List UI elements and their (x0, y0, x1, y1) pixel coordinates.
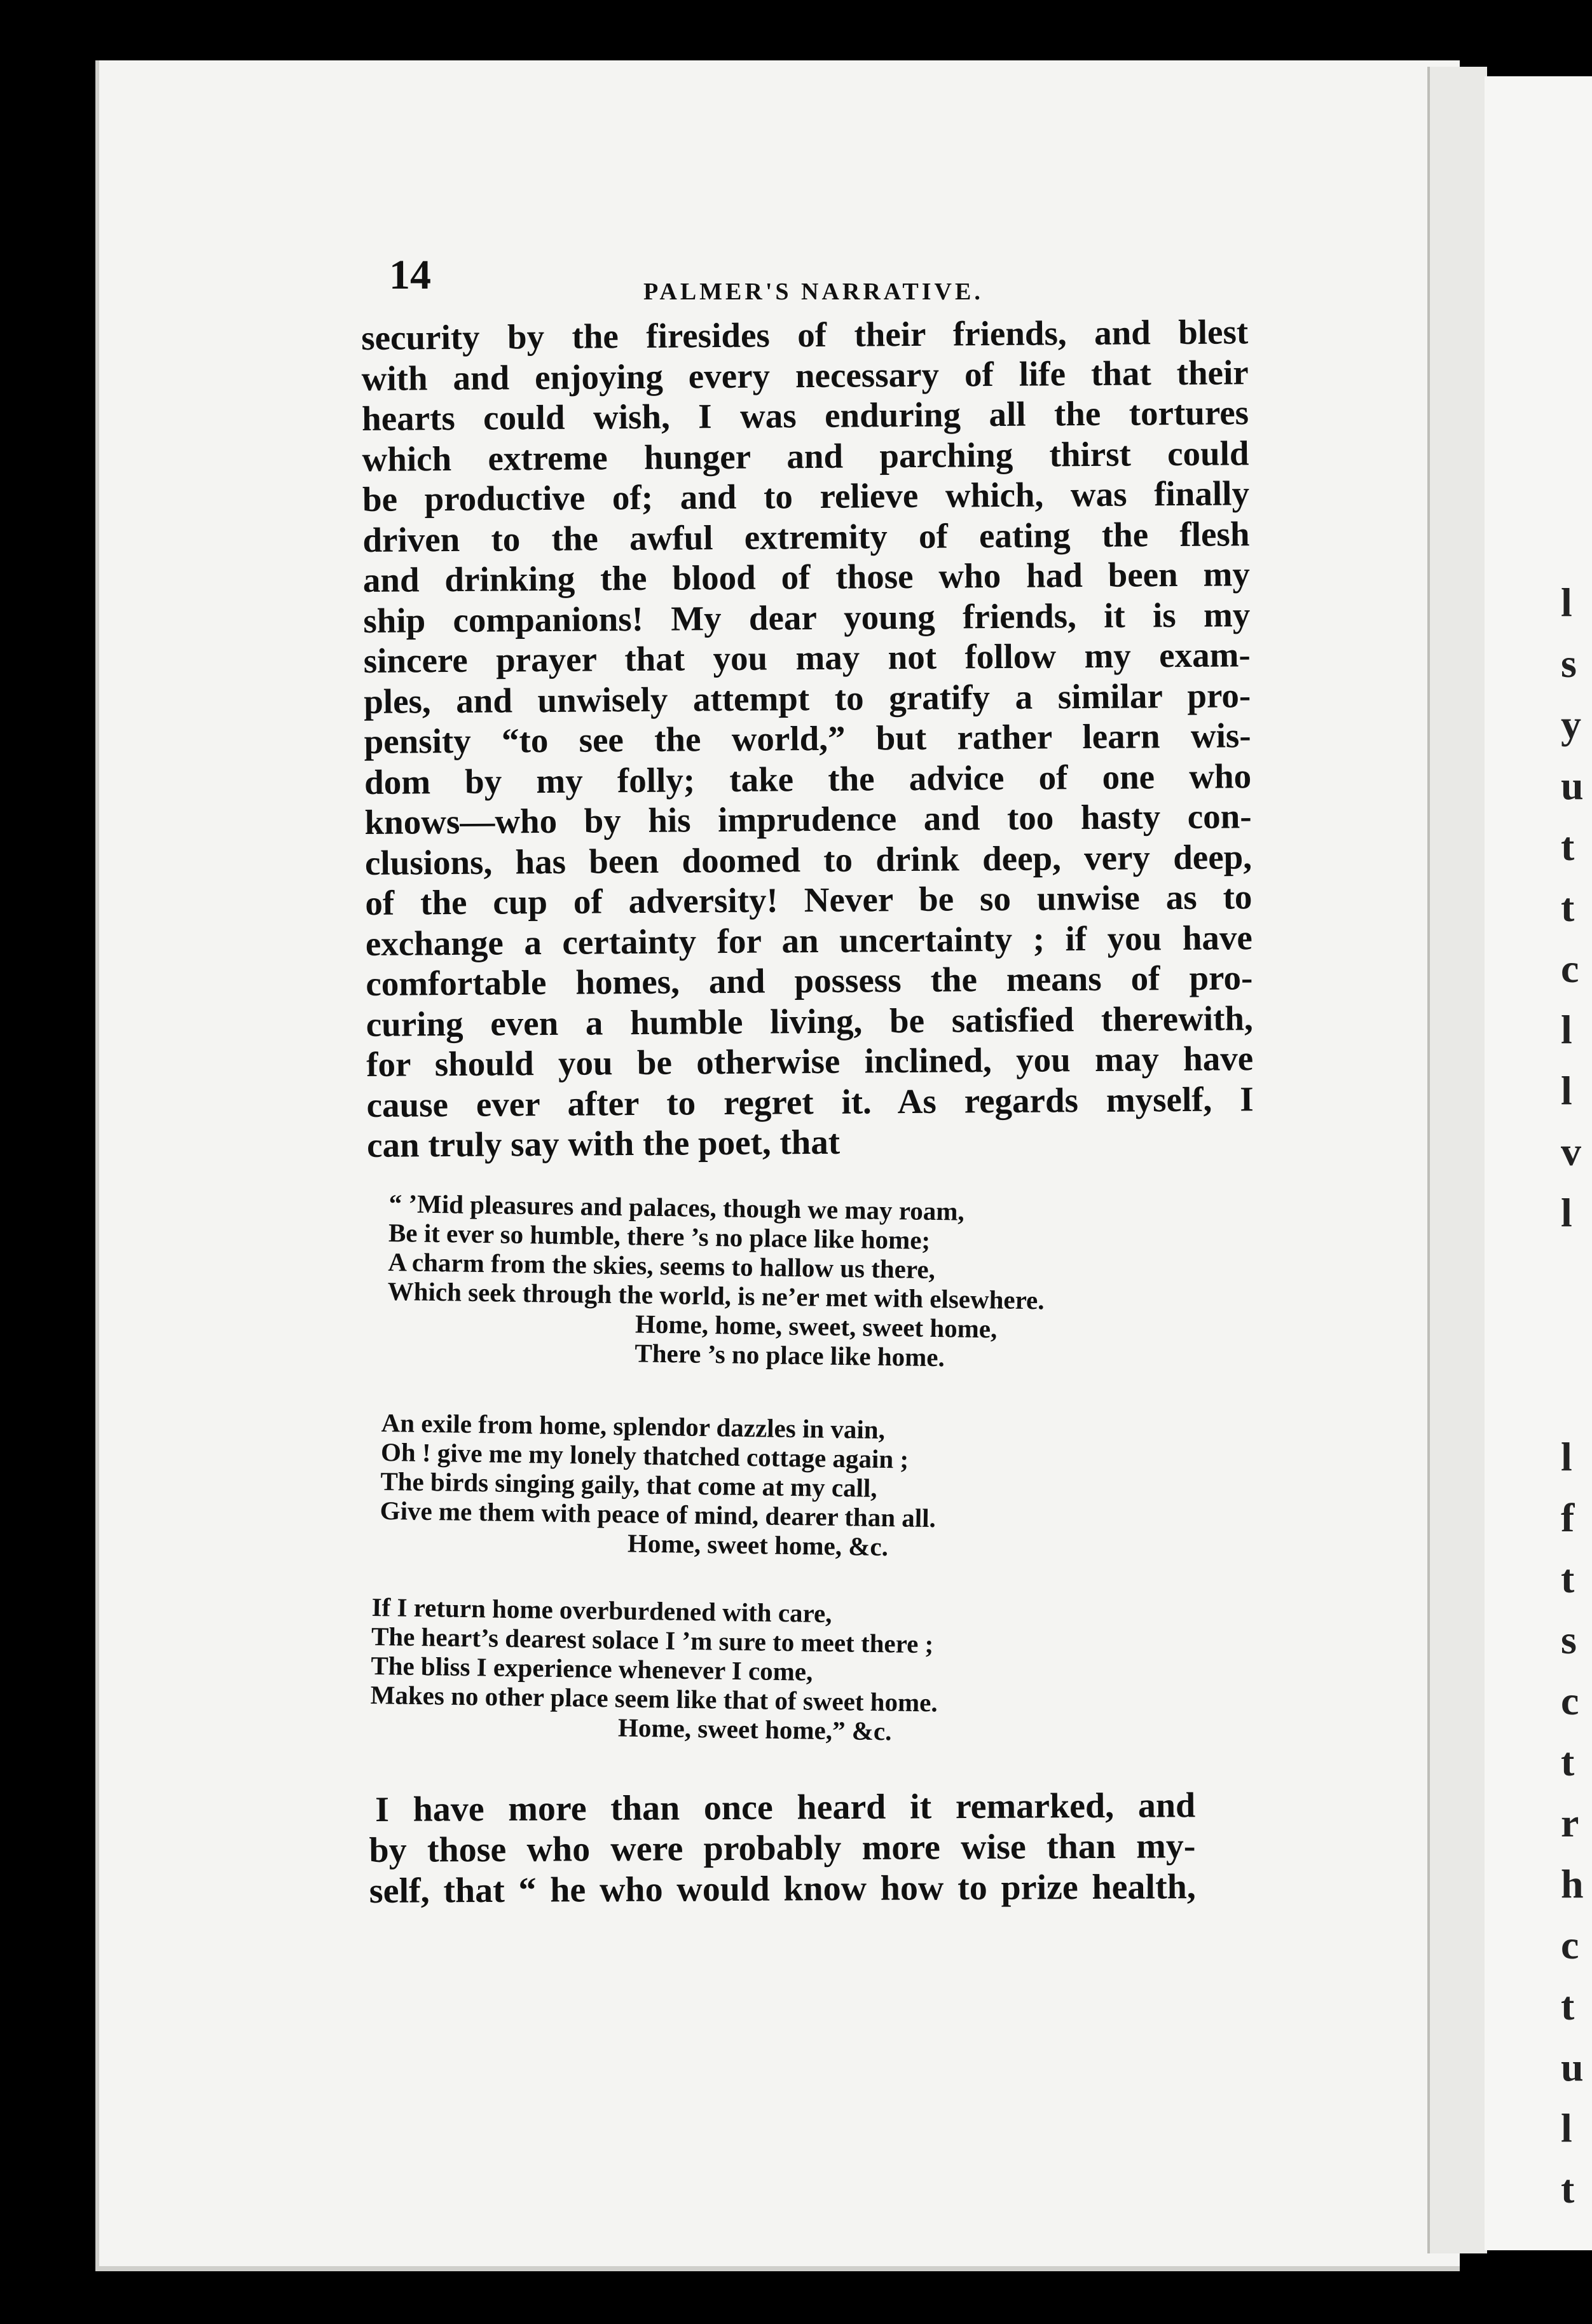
verse-stanza-2 (380, 1408, 937, 1562)
facing-page-margin-letters: l s y u t t c l l v l l f t s c t r h c t u l t (1561, 580, 1584, 2211)
verse-line: The birds singing gaily, that come at my call, (380, 1466, 877, 1503)
page-header (389, 251, 1279, 308)
text-line: pensity “to see the world,” but rather learn wis- (364, 716, 1251, 761)
text-line: sincere prayer that you may not follow my exam- (363, 635, 1251, 680)
verse-line: Give me them with peace of mind, dearer than all. (380, 1495, 937, 1533)
text-line: for should you be otherwise inclined, you may have (366, 1039, 1254, 1084)
text-line: comfortable homes, and possess the means of pro- (366, 958, 1253, 1003)
body-paragraph (361, 311, 1254, 1165)
text-line: be productive of; and to relieve which, was finally (362, 474, 1250, 519)
text-line: can truly say with the poet, that (366, 1122, 841, 1165)
verse-line: Be it ever so humble, there ’s no place like home; (388, 1217, 931, 1255)
text-line: cause ever after to regret it. As regards myself, I (366, 1079, 1254, 1124)
text-line: knows—who by his imprudence and too hasty con- (364, 796, 1252, 842)
verse-line: Makes no other place seem like that of sweet home. (370, 1679, 938, 1718)
verse-refrain: There ’s no place like home. (635, 1338, 945, 1372)
verse-line: Oh ! give me my lonely thatched cottage again ; (380, 1437, 909, 1474)
verse-refrain: Home, home, sweet, sweet home, (635, 1309, 998, 1344)
verse-line: A charm from the skies, seems to hallow us there, (388, 1247, 936, 1285)
verse-stanza-1 (387, 1189, 1046, 1373)
text-line: exchange a certainty for an uncertainty ; if you have (365, 917, 1253, 963)
running-head: PALMER'S NARRATIVE. (643, 278, 984, 305)
text-line: which extreme hunger and parching thirst could (362, 433, 1249, 479)
page-number: 14 (389, 252, 431, 298)
verse-stanza-3 (370, 1592, 939, 1746)
text-line: with and enjoying every necessary of life that their (361, 352, 1249, 398)
text-line: clusions, has been doomed to drink deep, very deep, (364, 837, 1252, 882)
closing-paragraph (369, 1785, 1196, 1911)
text-line: self, that “ he who would know how to prize health, (369, 1867, 1196, 1911)
text-line: dom by my folly; take the advice of one who (364, 756, 1252, 802)
verse-line: “ ’Mid pleasures and palaces, though we may roam, (388, 1189, 965, 1226)
text-line: curing even a humble living, be satisfied therewith, (366, 998, 1253, 1044)
verse-line: If I return home overburdened with care, (371, 1592, 832, 1629)
verse-refrain: Home, sweet home,” &c. (617, 1712, 892, 1746)
text-line: by those who were probably more wise than my- (369, 1826, 1196, 1870)
verse-line: Which seek through the world, is ne’er met with elsewhere. (387, 1276, 1045, 1315)
verse-line: The bliss I experience whenever I come, (371, 1650, 813, 1686)
text-line: driven to the awful extremity of eating the flesh (362, 514, 1250, 559)
text-line: security by the firesides of their friends, and blest (361, 312, 1249, 357)
text-line: of the cup of adversity! Never be so unwise as to (365, 877, 1252, 922)
text-line: ples, and unwisely attempt to gratify a similar pro- (363, 675, 1251, 721)
verse-refrain: Home, sweet home, &c. (627, 1528, 889, 1562)
page-gutter (1427, 67, 1487, 2253)
verse-line: The heart’s dearest solace I ’m sure to meet there ; (371, 1621, 934, 1659)
text-line: I have more than once heard it remarked, and (375, 1786, 1196, 1829)
verse-line: An exile from home, splendor dazzles in vain, (381, 1408, 886, 1445)
text-line: ship companions! My dear young friends, it is my (363, 594, 1251, 640)
text-line: hearts could wish, I was enduring all the tortures (361, 393, 1249, 438)
text-line: and drinking the blood of those who had been my (362, 554, 1251, 599)
